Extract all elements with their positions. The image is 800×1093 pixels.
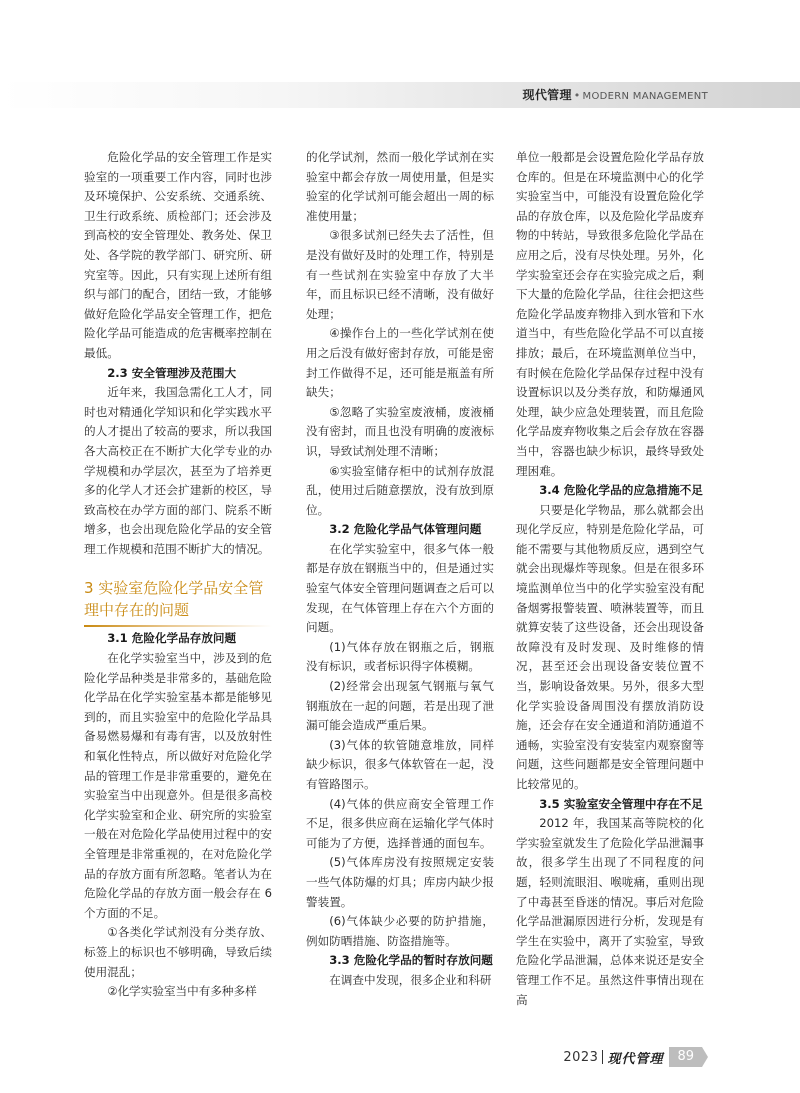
paragraph: (5)气体库房没有按照规定安装一些气体防爆的灯具；库房内缺少报警装置。 (306, 855, 494, 909)
paragraph: (6)气体缺少必要的防护措施，例如防晒措施、防盗措施等。 (306, 914, 494, 948)
paragraph: 在化学实验室当中，涉及到的危险化学品种类是非常多的，基础危险化学品在化学实验室基本都是能够见到的，而且实验室中的危险化学品具备易燃易爆和有毒有害，以及放射性和氧化性特点，所以做好对危险化学品的管理工作是非常重要的，避免在实验室当中出现意外。但是很多高校化学实验室和企业、研究所的实验室一般在对危险化学品使用过程中的安全管理是非常重视的，在对危险化学品的存放方面有所忽略。笔者认为在危险化学品的存放方面一般会存在 6 个方面的不足。 (84, 651, 272, 920)
paragraph: ③很多试剂已经失去了活性，但是没有做好及时的处理工作，特别是有一些试剂在实验室中存放了大半年，而且标识已经不清晰，没有做好处理； (306, 228, 494, 321)
paragraph: (3)气体的软管随意堆放，同样缺少标识，很多气体软管在一起，没有管路图示。 (306, 737, 494, 791)
paragraph: ⑤忽略了实验室废液桶，废液桶没有密封，而且也没有明确的废液标识，导致试剂处理不清晰； (306, 404, 494, 458)
paragraph: 单位一般都是会设置危险化学品存放仓库的。但是在环境监测中心的化学实验室当中，可能没有设置危险化学品的存放仓库，以及危险化学品废弃物的中转站，导致很多危险化学品在应用之后，没有尽快处理。另外，化学实验室还会存在实验完成之后，剩下大量的危险化学品，往往会把这些危险化学品废弃物排入到水管和下水道当中，有些危险化学品不可以直接排放；最后，在环境监测单位当中，有时候在危险化学品保存过程中没有设置标识以及分类存放，和防爆通风处理，缺少应急处理装置，而且危险化学品废弃物收集之后会存放在容器当中，容器也缺少标识，最终导致处理困难。 (516, 150, 704, 478)
section-heading-3: 3 实验室危险化学品安全管理中存在的问题 (84, 579, 264, 620)
header-separator: • (573, 89, 581, 102)
subheading-3-2: 3.2 危险化学品气体管理问题 (329, 522, 482, 537)
paragraph: (4)气体的供应商安全管理工作不足，很多供应商在运输化学气体时可能为了方便，选择普通的面包车。 (306, 796, 494, 850)
running-header (523, 86, 708, 103)
paragraph: ④操作台上的一些化学试剂在使用之后没有做好密封存放，可能是密封工作做得不足，还可能是瓶盖有所缺失； (306, 326, 494, 400)
footer-divider (602, 1050, 603, 1064)
paragraph: 只要是化学物品，那么就都会出现化学反应，特别是危险化学品，可能不需要与其他物质反应，遇到空气就会出现爆炸等现象。但是在很多环境监测单位当中的化学实验室没有配备烟雾报警装置、喷淋装置等，而且就算安装了这些设备，还会出现设备故障没有及时发现、及时维修的情况，甚至还会出现设备安装位置不当，影响设备效果。另外，很多大型化学实验设备周围没有摆放消防设施，还会存在安全通道和消防通道不通畅，实验室没有安装室内观察窗等问题，这些问题都是安全管理问题中比较常见的。 (516, 502, 704, 791)
paragraph: 在调查中发现，很多企业和科研 (329, 972, 492, 987)
paragraph: 在化学实验室中，很多气体一般都是存放在钢瓶当中的，但是通过实验室气体安全管理问题调查之后可以发现，在气体管理上存在六个方面的问题。 (306, 541, 494, 635)
paragraph: ⑥实验室储存柜中的试剂存放混乱，使用过后随意摆放，没有放到原位。 (306, 463, 494, 517)
header-title-en: MODERN MANAGEMENT (582, 91, 708, 102)
column-2 (306, 148, 494, 991)
paragraph: (2)经常会出现氢气钢瓶与氧气钢瓶放在一起的问题，若是出现了泄漏可能会造成严重后果。 (306, 679, 494, 733)
section-rule (84, 625, 272, 627)
paragraph: 危险化学品的安全管理工作是实验室的一项重要工作内容，同时也涉及环境保护、公安系统、交通系统、卫生行政系统、质检部门；还会涉及到高校的安全管理处、教务处、保卫处、各学院的教学部门、研究所、研究室等。因此，只有实现上述所有组织与部门的配合，团结一致，才能够做好危险化学品安全管理工作，把危险化学品可能造成的危害概率控制在最低。 (84, 150, 272, 360)
subheading-2-3: 2.3 安全管理涉及范围大 (107, 365, 237, 380)
paragraph: 的化学试剂，然而一般化学试剂在实验室中都会存放一周使用量，但是实验室的化学试剂可能会超出一周的标准使用量； (306, 150, 494, 223)
page-footer (563, 1047, 708, 1067)
column-3 (516, 148, 704, 1010)
header-title-cn: 现代管理 (522, 88, 572, 102)
paragraph: ①各类化学试剂没有分类存放、标签上的标识也不够明确，导致后续使用混乱； (84, 925, 272, 979)
paragraph: ②化学实验室当中有多种多样 (107, 984, 257, 999)
footer-year: 2023 (563, 1049, 599, 1065)
page-number: 89 (669, 1047, 702, 1067)
column-1 (84, 148, 272, 1002)
paragraph: (1)气体存放在钢瓶之后，钢瓶没有标识，或者标识得字体模糊。 (306, 639, 494, 674)
subheading-3-4: 3.4 危险化学品的应急措施不足 (539, 483, 703, 498)
page-number-tab (702, 1047, 708, 1067)
paragraph: 近年来，我国急需化工人才，同时也对精通化学知识和化学实践水平的人才提出了较高的要求，所以我国各大高校正在不断扩大化学专业的办学规模和办学层次，甚至为了培养更多的化学人才还会扩建新的校区，导致高校在办学方面的部门、院系不断增多，也会出现危险化学品的安全管理工作规模和范围不断扩大的情况。 (84, 385, 272, 556)
subheading-3-5: 3.5 实验室安全管理中存在不足 (539, 796, 703, 811)
paragraph: 2012 年，我国某高等院校的化学实验室就发生了危险化学品泄漏事故，很多学生出现了不同程度的问题，轻则流眼泪、喉咙痛，重则出现了中毒甚至昏迷的情况。事后对危险化学品泄漏原因进行分析，发现是有学生在实验中，离开了实验室，导致危险化学品泄漏，总体来说还是安全管理工作不足。虽然这件事情出现在高 (516, 816, 704, 1007)
footer-magazine-name: 现代管理 (607, 1051, 664, 1067)
subheading-3-1: 3.1 危险化学品存放问题 (107, 631, 237, 646)
subheading-3-3: 3.3 危险化学品的暂时存放问题 (329, 953, 493, 968)
